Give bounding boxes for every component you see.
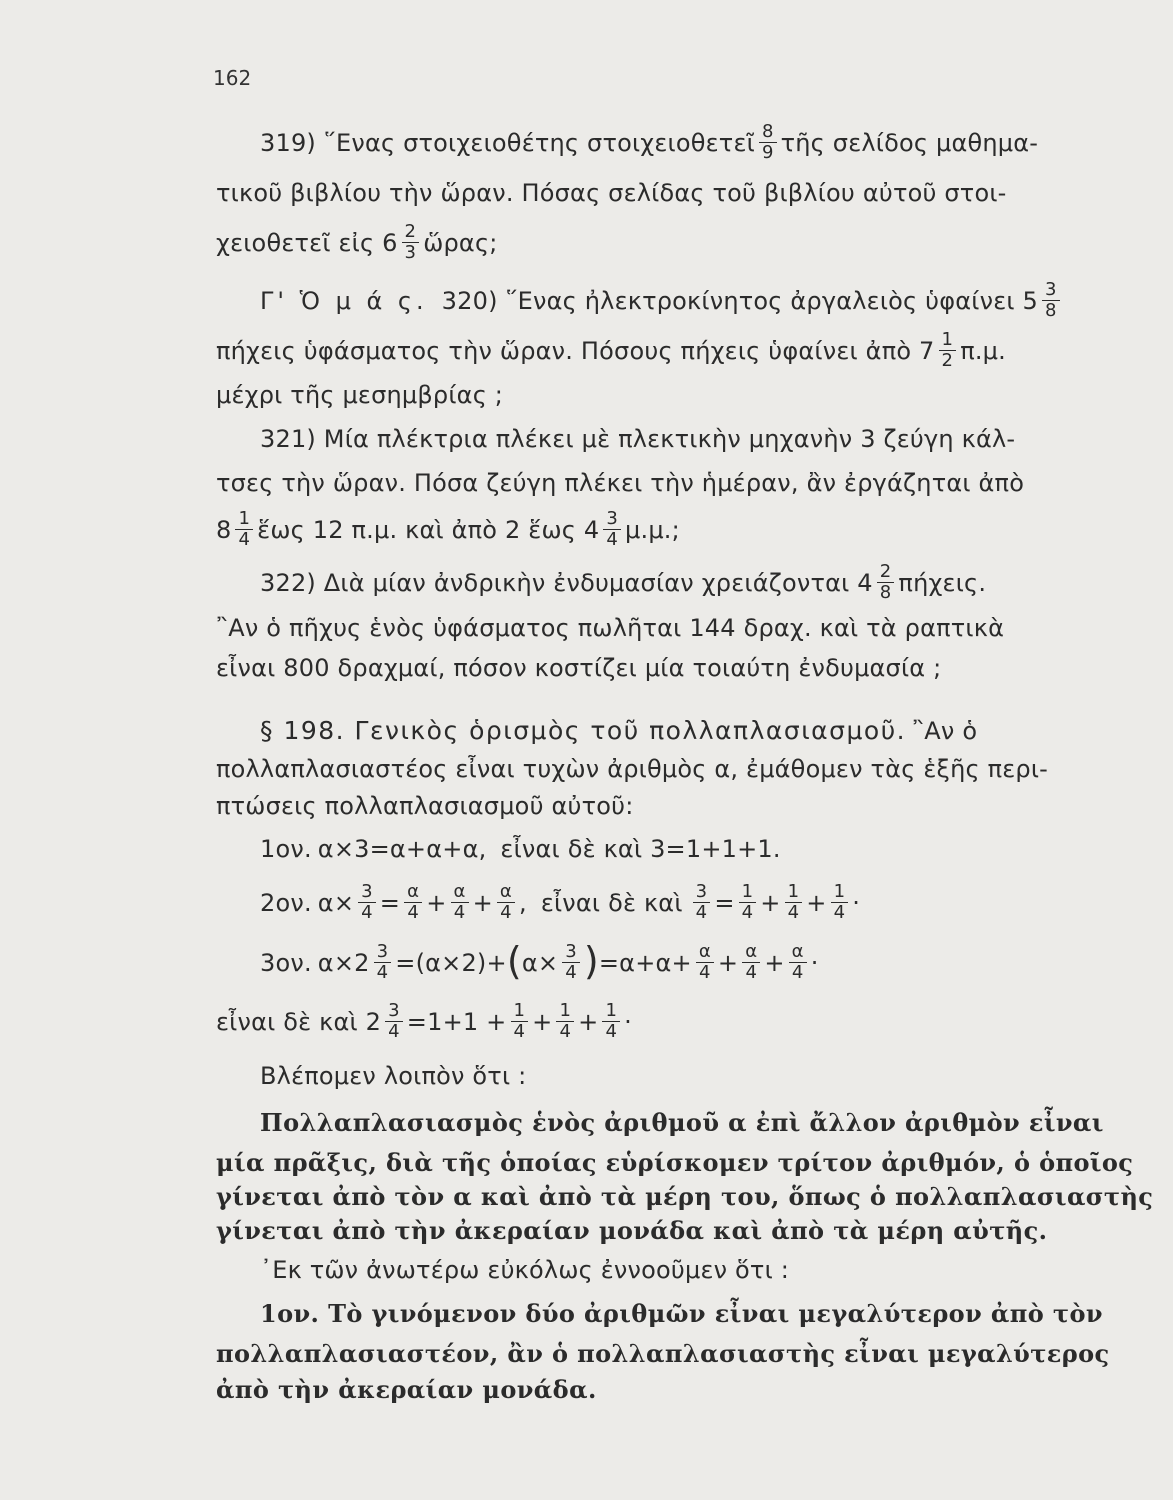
fraction: $\frac{1}{4}$ bbox=[235, 509, 253, 550]
rule-1-line-2: πολλαπλασιαστέον, ἂν ὁ πολλαπλασιαστὴς εἶναι μεγαλύτερος bbox=[216, 1339, 1110, 1368]
punctuation: · bbox=[810, 949, 819, 977]
text: ὥρας; bbox=[423, 229, 498, 257]
problem-321-line-1: 321) Μία πλέκτρια πλέκει μὲ πλεκτικὴν μηχανὴν 3 ζεύγη κάλ- bbox=[260, 425, 1016, 453]
fraction: $\frac{\alpha}{4}$ bbox=[451, 882, 469, 923]
open-paren: ( bbox=[506, 939, 522, 983]
definition-line-1: Πολλαπλασιασμὸς ἑνὸς ἀριθμοῦ α ἐπὶ ἄλλον ἀριθμὸν εἶναι bbox=[260, 1108, 1104, 1137]
problem-319-line-3 bbox=[216, 218, 1136, 268]
text: εἶναι δὲ καὶ 2 bbox=[216, 1008, 382, 1036]
fraction: $\frac{3}{4}$ bbox=[385, 1001, 403, 1042]
problem-320-line-2 bbox=[216, 326, 1136, 376]
text: 322) Διὰ μίαν ἀνδρικὴν ἐνδυμασίαν χρειάζονται 4 bbox=[260, 569, 873, 597]
problem-322-line-1 bbox=[216, 558, 1136, 608]
punctuation: · bbox=[852, 889, 861, 917]
definition-line-3: γίνεται ἀπὸ τὸν α καὶ ἀπὸ τὰ μέρη του, ὅπως ὁ πολλαπλασιαστὴς bbox=[216, 1182, 1154, 1211]
fraction: $\frac{3}{4}$ bbox=[358, 882, 376, 923]
fraction: $\frac{1}{4}$ bbox=[739, 882, 757, 923]
text: εἶναι δὲ καὶ bbox=[540, 889, 683, 917]
fraction: $\frac{3}{4}$ bbox=[603, 509, 621, 550]
problem-321-line-2: τσες τὴν ὥραν. Πόσα ζεύγη πλέκει τὴν ἡμέραν, ἂν ἐργάζηται ἀπὸ bbox=[216, 469, 1025, 497]
fraction: $\frac{3}{4}$ bbox=[693, 882, 711, 923]
operator: + bbox=[760, 889, 781, 917]
rule-1-line-3: ἀπὸ τὴν ἀκεραίαν μονάδα. bbox=[216, 1375, 597, 1404]
text: τῆς σελίδος μαθημα- bbox=[780, 129, 1039, 157]
fraction: $\frac{3}{8}$ bbox=[1042, 280, 1060, 321]
fraction: $\frac{3}{4}$ bbox=[562, 942, 580, 983]
case-label: 2ον. bbox=[260, 889, 312, 917]
expression: α×3=α+α+α, bbox=[317, 835, 487, 863]
rule-1-line-1: 1ον. Τὸ γινόμενον δύο ἀριθμῶν εἶναι μεγαλύτερον ἀπὸ τὸν bbox=[260, 1299, 1103, 1328]
expression: α× bbox=[521, 949, 559, 977]
fraction: $\frac{\alpha}{4}$ bbox=[404, 882, 422, 923]
fraction: $\frac{1}{4}$ bbox=[831, 882, 849, 923]
fraction: $\frac{1}{4}$ bbox=[785, 882, 803, 923]
problem-319-line-1 bbox=[216, 118, 1136, 168]
fraction: $\frac{1}{4}$ bbox=[511, 1001, 529, 1042]
conclusion-intro: Βλέπομεν λοιπὸν ὅτι : bbox=[260, 1062, 527, 1090]
fraction: $\frac{1}{2}$ bbox=[939, 330, 957, 371]
case-label: 1ον. bbox=[260, 835, 312, 863]
text: πήχεις ὑφάσματος τὴν ὥραν. Πόσους πήχεις ὑφαίνει ἀπὸ 7 bbox=[216, 337, 935, 365]
definition-line-4: γίνεται ἀπὸ τὴν ἀκεραίαν μονάδα καὶ ἀπὸ τὰ μέρη αὐτῆς. bbox=[216, 1216, 1048, 1245]
fraction: $\frac{1}{4}$ bbox=[556, 1001, 574, 1042]
problem-320-line-1 bbox=[216, 276, 1136, 326]
text: εἶναι δὲ καὶ 3=1+1+1. bbox=[500, 835, 781, 863]
fraction: $\frac{8}{9}$ bbox=[759, 122, 777, 163]
operator: = bbox=[379, 889, 401, 917]
case-3 bbox=[216, 934, 1136, 992]
page-number: 162 bbox=[213, 66, 252, 90]
fraction: $\frac{2}{8}$ bbox=[877, 562, 895, 603]
fraction: $\frac{\alpha}{4}$ bbox=[789, 942, 807, 983]
group-label: Γ' Ὁ μ ά ς. bbox=[260, 287, 428, 315]
operator: = bbox=[714, 889, 735, 917]
text: ῍Αν ὁ bbox=[912, 717, 978, 745]
text: 8 bbox=[216, 516, 232, 544]
case-1 bbox=[216, 826, 1136, 872]
expression: α×2 bbox=[317, 949, 370, 977]
punctuation: · bbox=[624, 1008, 632, 1036]
operator: + bbox=[806, 889, 827, 917]
consequence-intro: ᾿Εκ τῶν ἀνωτέρω εὐκόλως ἐννοοῦμεν ὅτι : bbox=[260, 1256, 790, 1284]
case-2 bbox=[216, 872, 1136, 934]
operator: + bbox=[532, 1008, 553, 1036]
text: πήχεις. bbox=[898, 569, 987, 597]
expression: =(α×2)+ bbox=[395, 949, 507, 977]
fraction: $\frac{\alpha}{4}$ bbox=[696, 942, 714, 983]
problem-320-line-3: μέχρι τῆς μεσημβρίας ; bbox=[216, 381, 504, 409]
text: ἕως 12 π.μ. καὶ ἀπὸ 2 ἕως 4 bbox=[257, 516, 600, 544]
operator: + bbox=[717, 949, 739, 977]
close-paren: ) bbox=[583, 939, 599, 983]
text: χειοθετεῖ εἰς 6 bbox=[216, 229, 398, 257]
fraction: $\frac{\alpha}{4}$ bbox=[497, 882, 515, 923]
section-198-line-1 bbox=[216, 710, 1136, 752]
expression: =1+1 + bbox=[406, 1008, 507, 1036]
page-content bbox=[216, 118, 1154, 1408]
definition-line-2: μία πρᾶξις, διὰ τῆς ὁποίας εὑρίσκομεν τρίτον ἀριθμόν, ὁ ὁποῖος bbox=[216, 1148, 1134, 1177]
expression: =α+α+ bbox=[598, 949, 692, 977]
expression: α× bbox=[317, 889, 355, 917]
section-198-line-2: πολλαπλασιαστέος εἶναι τυχὼν ἀριθμὸς α, ἐμάθομεν τὰς ἑξῆς περι- bbox=[216, 755, 1049, 783]
operator: + bbox=[426, 889, 447, 917]
operator: + bbox=[578, 1008, 599, 1036]
problem-322-line-2: ῍Αν ὁ πῆχυς ἑνὸς ὑφάσματος πωλῆται 144 δραχ. καὶ τὰ ραπτικὰ bbox=[216, 614, 1005, 642]
case-label: 3ον. bbox=[260, 949, 312, 977]
fraction: $\frac{3}{4}$ bbox=[374, 942, 392, 983]
text: μ.μ.; bbox=[625, 516, 680, 544]
section-198-line-3: πτώσεις πολλαπλασιασμοῦ αὐτοῦ: bbox=[216, 792, 634, 820]
punctuation: , bbox=[518, 889, 527, 917]
operator: + bbox=[472, 889, 493, 917]
fraction: $\frac{2}{3}$ bbox=[402, 222, 420, 263]
identity-line bbox=[216, 992, 1136, 1052]
text: 320) ῞Ενας ἠλεκτροκίνητος ἀργαλειὸς ὑφαίνει 5 bbox=[441, 287, 1039, 315]
text: 319) ῞Ενας στοιχειοθέτης στοιχειοθετεῖ bbox=[260, 129, 755, 157]
text: π.μ. bbox=[960, 337, 1006, 365]
fraction: $\frac{\alpha}{4}$ bbox=[742, 942, 760, 983]
operator: + bbox=[764, 949, 785, 977]
problem-322-line-3: εἶναι 800 δραχμαί, πόσον κοστίζει μία τοιαύτη ἐνδυμασία ; bbox=[216, 654, 942, 682]
fraction: $\frac{1}{4}$ bbox=[602, 1001, 620, 1042]
problem-319-line-2: τικοῦ βιβλίου τὴν ὥραν. Πόσας σελίδας τοῦ βιβλίου αὐτοῦ στοι- bbox=[216, 179, 1007, 207]
problem-321-line-3 bbox=[216, 502, 1136, 558]
section-title: § 198. Γενικὸς ὁρισμὸς τοῦ πολλαπλασιασμοῦ. bbox=[260, 716, 907, 745]
